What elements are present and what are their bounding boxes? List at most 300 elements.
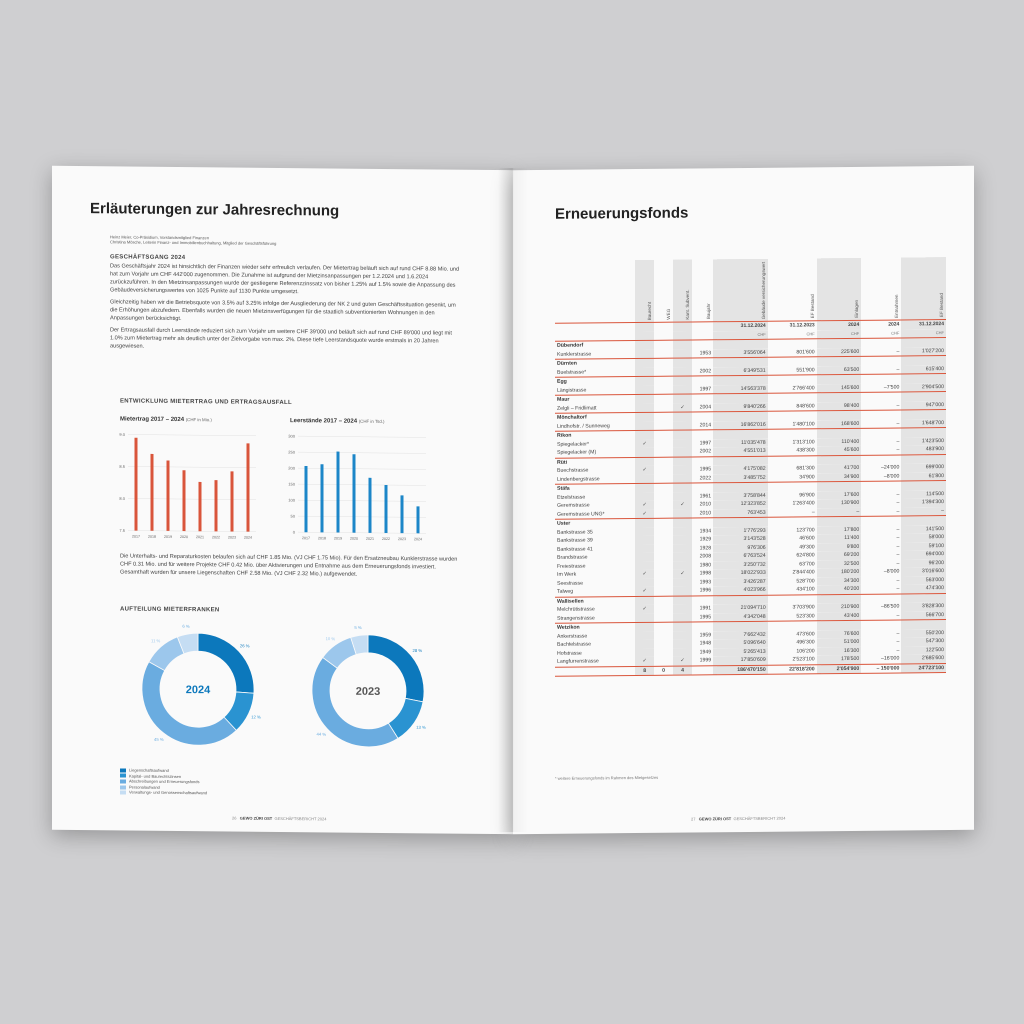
table-cell: Seestrasse [557,580,583,587]
table-cell [817,428,862,437]
gridline [128,531,256,532]
table-cell: 1997 [699,440,712,447]
table-cell [654,509,673,518]
table-cell: 61'800 [901,472,946,481]
table-cell [555,666,635,676]
table-cell [654,587,673,596]
table-cell: 2'904'500 [901,383,946,392]
table-cell [768,339,817,348]
y-tick-label: 200 [288,465,295,471]
column-header [861,257,901,320]
table-cell [861,481,901,490]
table-cell [654,367,673,376]
table-cell: 98'400 [817,401,862,410]
chart-unit: (CHF in Mio.) [185,417,212,423]
table-cell [635,474,654,483]
table-cell [861,593,901,602]
table-cell [673,483,692,492]
table-cell: 5'096'640 [713,639,768,648]
slice-label: 10 % [325,636,336,642]
table-cell: 5'265'413 [713,647,768,656]
table-cell: 76'600 [817,629,862,638]
table-cell: –24'000 [881,464,900,471]
table-cell: 51'000 [817,638,862,647]
table-cell [692,456,713,465]
donut-center-label: 2024 [185,684,211,697]
table-cell: Brandstrasse [557,554,588,562]
table-cell: – [896,491,900,498]
table-cell [901,516,946,525]
bar [353,454,356,532]
column-header-label: Baujahr [706,303,712,320]
table-cell [635,631,654,640]
table-cell: 2004 [699,404,712,411]
table-cell: – [896,577,900,584]
table-cell: 69'200 [817,551,862,560]
bar [369,478,372,533]
table-cell: CHF [901,329,946,338]
table-cell: 21'094'710 [713,604,768,613]
table-cell: 17'850'609 [713,656,768,666]
table-cell: – [896,630,900,637]
table-cell: Längistrasse [557,387,587,394]
table-cell [635,385,654,394]
table-cell: Stäfa [555,484,635,494]
table-cell: 2010 [699,510,712,517]
table-cell: 41'700 [817,464,862,473]
mietertrag-chart [114,426,264,547]
table-cell [654,536,673,545]
table-cell [635,544,654,553]
table-cell: 49'300 [799,544,815,551]
table-cell: 96'200 [901,559,946,568]
bar [401,495,404,533]
table-cell: 848'600 [796,403,815,410]
table-cell [673,595,692,604]
legend-label: Verwaltungs- und Genossenschaftsaufwand [129,789,208,796]
brochure-spread [52,168,974,832]
section-title: ENTWICKLUNG MIETERTRAG UND ERTRAGSAUSFALL [120,398,292,407]
table-cell: 58'000 [901,533,946,542]
table-cell [692,358,713,367]
table-cell [817,620,862,629]
table-cell: Maur [555,395,635,405]
column-header [673,259,692,322]
table-cell [861,428,901,437]
donut-center-label: 2023 [355,685,381,698]
table-cell: 1'776'293 [713,526,768,535]
table-cell: – [896,499,900,506]
table-cell [817,481,862,490]
leerstaende-chart [284,428,434,549]
donut-slice [142,662,236,746]
x-tick-label: 2017 [302,536,310,541]
table-cell: 1993 [699,579,712,586]
table-cell: 22'818'200 [768,664,817,674]
table-cell: ✓ [635,587,654,596]
table-cell: 34'900 [799,474,815,481]
table-cell: 473'600 [796,631,815,638]
table-cell [673,465,692,474]
table-cell [654,605,673,614]
table-cell: 168'600 [817,419,862,428]
table-cell: – [896,638,900,645]
table-cell [901,481,946,490]
y-tick-label: 50 [290,513,295,519]
gridline [128,467,256,468]
bar [337,452,340,533]
table-cell [673,322,692,331]
table-cell [768,594,817,603]
chart-unit: (CHF in Tsd.) [358,418,385,424]
paragraph: Die Unterhalts- und Reparaturkosten belaufen sich auf CHF 1.85 Mio. (VJ CHF 1.75 Mio). Für den Ersatzneubau Kunklerstrasse wurden CHF 0.31 Mio. und für weitere Projekte CHF 0.42 Mio. über Aktivierungen und Entnahme aus dem Erneuerungsfonds investiert. Gesamthaft wurden für unsere Liegenschaften CHF 2.58 Mio. (VJ CHF 2.32 Mio.) aufgewendet. [120,553,458,578]
page-number: 26 [232,815,237,821]
table-cell: 496'300 [796,639,815,646]
table-cell [768,517,817,526]
y-tick-label: 0 [292,529,295,535]
donut-legend [120,767,207,796]
bar [215,480,218,531]
slice-label: 26 % [239,643,250,649]
table-cell: 225'600 [817,347,862,356]
table-cell [673,412,692,421]
table-cell: 3'703'900 [792,604,815,611]
table-cell: 31.12.2024 [713,321,768,331]
x-tick-label: 2023 [228,535,236,540]
table-cell [817,338,862,347]
table-cell: 1997 [699,386,712,393]
slice-label: 45 % [154,736,164,742]
table-cell [654,483,673,492]
column-header-label: WEG [666,308,672,320]
table-cell [861,374,901,383]
table-cell [635,340,654,349]
table-cell: 12'323'852 [713,500,768,509]
page-footer [232,816,326,822]
table-cell [654,561,673,570]
table-cell: 550'200 [901,629,946,638]
table-cell: Dürnten [555,359,635,369]
table-cell: 110'400 [817,437,862,446]
table-cell: 31.12.2024 [901,320,946,329]
legend-swatch [120,785,126,789]
table-cell: ✓ [635,657,654,666]
section-title: GESCHÄFTSGANG 2024 [110,254,186,262]
legend-swatch [120,779,126,783]
table-cell: Strangenstrasse [557,615,595,622]
table-cell: – [901,507,946,516]
table-cell [768,357,817,366]
table-cell: 2010 [699,501,712,508]
table-cell [692,518,713,527]
table-cell: 2024 [861,320,901,329]
column-header [768,258,817,321]
table-cell: Geremstrasse UNG* [557,511,605,518]
bar [167,460,170,530]
table-cell: Im Werk [557,571,577,579]
table-cell: 45'600 [817,446,862,455]
table-cell [673,639,692,648]
table-cell: 1'263'400 [792,500,815,507]
bar [247,443,250,531]
table-cell: Lindhofstr. / Sunneweg [557,423,610,430]
table-cell [692,622,713,631]
table-cell [654,412,673,421]
table-cell: – [896,585,900,592]
table-cell [901,428,946,437]
table-cell: 694'000 [901,550,946,559]
table-cell [673,358,692,367]
table-cell: 976'306 [713,543,768,552]
table-cell [635,358,654,367]
table-cell [901,593,946,602]
legend-swatch [120,774,126,778]
table-cell: 1996 [699,587,712,594]
table-cell: 1929 [699,536,712,543]
column-header [713,259,768,322]
table-cell [768,429,817,438]
page-title-right: Erneuerungsfonds [555,204,689,223]
table-cell: 2022 [699,475,712,482]
table-cell [673,439,692,448]
table-cell: 2'766'400 [792,385,815,392]
table-cell: 3'828'300 [901,602,946,611]
table-cell: 123'700 [796,527,815,534]
table-cell: 1'480'100 [792,421,815,428]
column-header-label: Baurecht [647,301,653,320]
gridline [298,468,426,469]
table-cell: 106'200 [796,648,815,655]
table-cell: 11'400 [817,534,862,543]
table-cell [635,412,654,421]
table-cell: Wetzikon [555,623,635,633]
table-cell [817,594,862,603]
table-cell: 681'300 [796,465,815,472]
table-cell: 3'758'844 [713,491,768,500]
table-cell: 3'016'600 [901,567,946,576]
table-cell: 1948 [699,640,712,647]
legend-swatch [120,791,126,795]
table-cell [673,430,692,439]
gridline [298,516,426,517]
table-cell: 178'500 [817,655,862,664]
bar [321,464,324,532]
slice-label: 5 % [354,624,362,631]
table-cell: –7'500 [883,384,900,391]
table-cell: 523'300 [796,613,815,620]
table-cell [635,483,654,492]
table-cell [654,501,673,510]
table-cell: 186'470'150 [713,665,768,675]
footer-brand: GEWO ZÜRI OST [698,816,732,822]
table-cell: – 150'000 [861,663,901,673]
table-cell: Kunklerstrasse [557,351,592,358]
table-cell [861,356,901,365]
table-header-row [555,257,946,323]
table-cell: 7'662'432 [713,630,768,639]
table-cell: Etzelstrasse [557,494,586,501]
x-tick-label: 2019 [164,534,172,539]
column-header [901,257,946,320]
table-cell: Buelstrasse* [557,369,587,376]
donut-2023 [298,620,438,761]
table-cell: 141'500 [901,525,946,534]
table-cell [673,604,692,613]
table-cell: 9'800 [817,542,862,551]
table-cell [673,648,692,657]
gridline [128,435,256,436]
gridline [298,452,426,453]
table-cell: CHF [768,330,817,339]
table-cell: 438'300 [796,447,815,454]
table-cell [692,412,713,421]
table-cell: Bachtelstrasse [557,641,592,649]
table-cell [673,586,692,595]
x-tick-label: 2022 [212,535,220,540]
table-cell [673,367,692,376]
table-cell: 2'844'400 [792,569,815,576]
slice-label: 12 % [251,714,261,720]
table-cell: Ankerstrasse [557,633,588,640]
x-tick-label: 2021 [196,535,204,540]
table-cell: 59'100 [901,542,946,551]
table-cell [861,410,901,419]
author-line: Christina Mösche, Leiterin Finanz- und Immobilienbuchhaltung, Mitglied der Geschäftsführung [110,239,277,247]
table-cell: –8'000 [883,568,900,575]
table-cell [635,578,654,587]
table-cell: Zelgli – Fridlimatt [557,405,597,412]
table-cell [654,631,673,640]
table-cell [901,356,946,365]
table-cell: Rüti [555,457,635,467]
table-cell [861,392,901,401]
legend-item [120,790,207,796]
bar [135,438,138,531]
table-cell: 4'551'013 [713,447,768,457]
table-cell: 0 [654,666,673,676]
table-cell [654,403,673,412]
table-cell: Bankstrasse 35 [557,529,593,536]
table-cell [692,595,713,604]
table-cell [635,376,654,385]
x-tick-label: 2022 [382,536,390,542]
table-cell [901,410,946,419]
gridline [128,499,256,500]
table-cell [635,492,654,501]
table-cell: 46'600 [799,535,815,542]
table-cell: – [896,560,900,567]
legend-label: Liegenschaftsaufwand [129,767,169,773]
table-cell [817,374,862,383]
table-cell: 1961 [699,493,712,500]
table-cell: ✓ [635,501,654,510]
x-tick-label: 2021 [366,536,374,541]
table-cell [654,613,673,622]
table-cell [673,394,692,403]
table-cell: 1'423'500 [901,437,946,446]
table-cell [673,385,692,394]
table-cell: 528'700 [796,578,815,585]
table-cell: – [817,507,862,516]
table-cell [768,375,817,384]
table-cell: 1980 [699,562,712,569]
table-cell: Uster [555,519,635,529]
table-cell [768,621,817,630]
table-cell [654,349,673,358]
right-page [513,166,974,834]
column-header-label: EF Bestand [939,293,944,318]
table-cell: – [896,420,900,427]
table-cell: – [896,612,900,619]
y-tick-label: 300 [288,433,295,439]
footer-brand: GEWO ZÜRI OST [239,815,273,821]
table-cell [635,553,654,562]
table-cell [901,620,946,629]
table-cell [901,392,946,401]
table-cell: – [896,526,900,533]
y-tick-label: 9.0 [119,431,125,437]
table-cell: 2002 [699,448,712,455]
table-cell [692,376,713,385]
table-cell: Talweg [557,588,574,596]
table-cell: 1949 [699,649,712,656]
table-cell [654,570,673,579]
table-cell [768,455,817,464]
chart-title [120,416,212,423]
table-cell: 1999 [699,657,712,664]
y-tick-label: 8.0 [119,495,125,501]
table-cell: –8'000 [883,473,900,480]
x-tick-label: 2024 [414,537,422,542]
table-cell [654,457,673,466]
table-cell [635,430,654,439]
table-cell [673,527,692,536]
table-cell: 3'426'287 [713,577,768,586]
table-cell: Buechstrasse [557,467,589,475]
table-cell [861,620,901,629]
table-cell [654,657,673,666]
table-cell: ✓ [673,569,692,578]
table-cell: – [811,509,815,516]
table-cell: Mönchaltorf [555,413,635,423]
table-cell: – [896,402,900,409]
table-cell [673,561,692,570]
slice-label: 13 % [416,724,426,730]
table-cell: 474'300 [901,584,946,593]
author-line: Heinz Meier, Co-Präsidium, Vorstandsmitglied Finanzen [110,234,209,241]
table-cell: 4'342'048 [713,612,768,622]
table-cell: 2014 [699,422,712,429]
column-header [654,260,673,323]
table-cell: 1'648'700 [901,419,946,428]
table-cell: 18'022'933 [713,569,768,578]
table-cell: – [896,348,900,355]
table-cell [654,544,673,553]
table-cell: –16'000 [881,655,900,662]
table-cell: 2024 [817,320,862,329]
table-cell: 16'300 [817,646,862,655]
table-cell: Rikon [555,431,635,441]
table-cell: 1'394'300 [901,498,946,507]
x-tick-label: 2019 [334,536,342,541]
table-cell: 4'175'082 [713,465,768,474]
gridline [298,532,426,533]
table-cell: Melchrütistrasse [557,606,595,614]
table-cell [635,331,654,340]
table-cell [654,527,673,536]
table-cell: 947'000 [901,401,946,410]
table-cell [654,648,673,657]
